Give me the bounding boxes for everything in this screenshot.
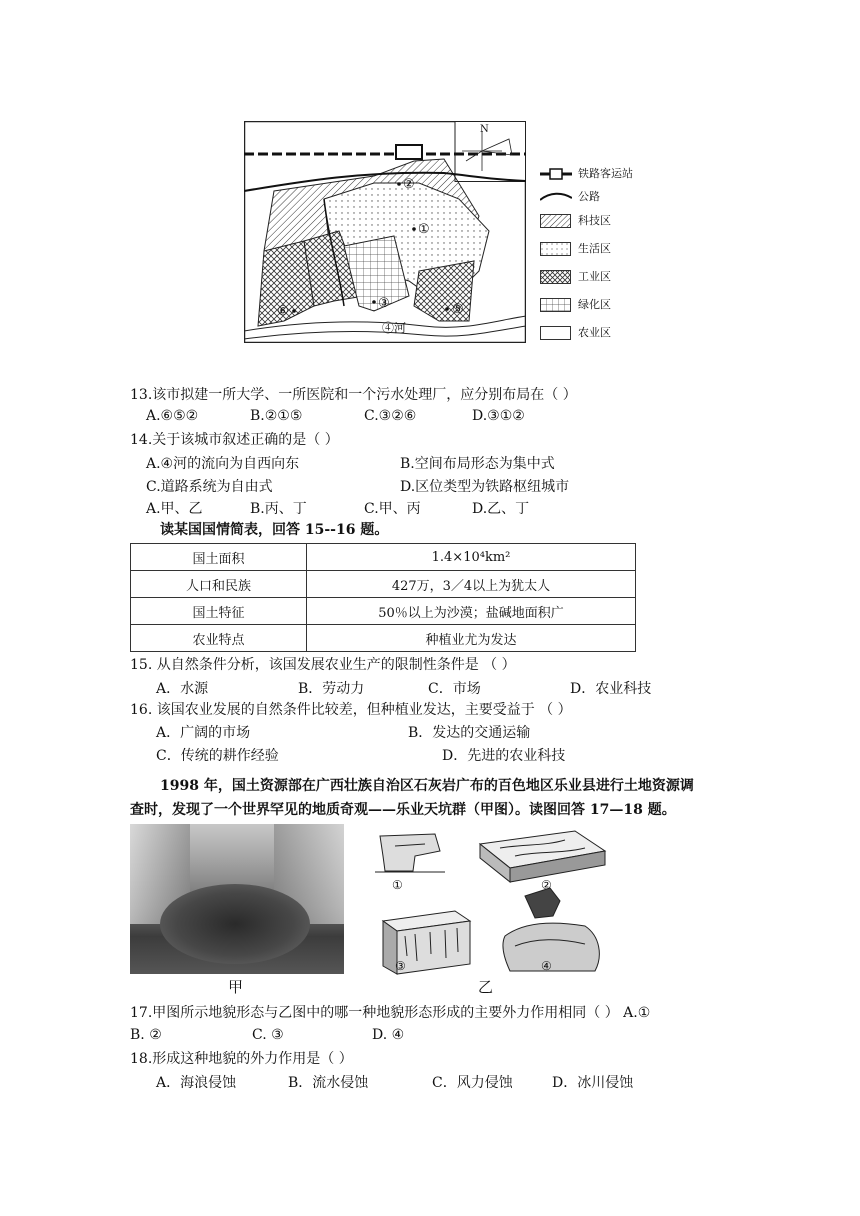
diagram-label-3: ③ xyxy=(395,959,406,973)
table-intro: 读某国国情简表，回答 15--16 题。 xyxy=(160,522,389,538)
legend-label: 公路 xyxy=(578,190,600,203)
map-marker-1: ① xyxy=(418,222,430,237)
q15-option-a: A．水源 xyxy=(156,681,209,697)
railway-station-symbol xyxy=(540,167,572,181)
table-value: 1.4×10⁴km² xyxy=(307,544,636,571)
tiankeng-photo xyxy=(130,824,344,974)
figure-label-yi: 乙 xyxy=(478,978,494,996)
table-row xyxy=(131,625,636,652)
country-info-table xyxy=(130,543,636,652)
table-value: 427万，3／4以上为犹太人 xyxy=(307,571,636,598)
figure-label-jia: 甲 xyxy=(228,978,244,996)
legend-label: 铁路客运站 xyxy=(578,167,633,180)
table-row xyxy=(131,598,636,625)
tech-zone-swatch xyxy=(540,214,571,228)
q14-statement-c: C.道路系统为自由式 xyxy=(146,479,273,495)
table-key: 农业特点 xyxy=(131,625,307,652)
q15-stem: 15. 从自然条件分析，该国发展农业生产的限制性条件是 （ ） xyxy=(130,657,516,673)
q16-stem: 16. 该国农业发展的自然条件比较差，但种植业发达，主要受益于 （ ） xyxy=(130,702,572,718)
map-marker-6: ⑥ xyxy=(277,304,289,319)
map-river-label: ④河 xyxy=(382,321,407,335)
diagram-label-1: ① xyxy=(392,878,403,892)
q13-option-a: A.⑥⑤② xyxy=(146,408,199,424)
map-marker-2: ② xyxy=(403,177,415,192)
legend-label: 绿化区 xyxy=(578,298,611,311)
q13-option-c: C.③②⑥ xyxy=(364,408,417,424)
table-key: 人口和民族 xyxy=(131,571,307,598)
q16-option-a: A．广阔的市场 xyxy=(156,725,251,741)
road-symbol xyxy=(540,190,572,204)
green-zone-swatch xyxy=(540,298,571,312)
q16-option-d: D．先进的农业科技 xyxy=(442,748,566,764)
q17-option-b: B. ② xyxy=(130,1027,162,1043)
legend-label: 科技区 xyxy=(578,214,611,227)
table-row xyxy=(131,544,636,571)
diagram-label-2: ② xyxy=(541,878,552,892)
q13-stem: 13.该市拟建一所大学、一所医院和一个污水处理厂，应分别布局在（ ） xyxy=(130,387,577,403)
q16-option-c: C．传统的耕作经验 xyxy=(156,748,279,764)
q18-option-d: D．冰川侵蚀 xyxy=(552,1075,634,1091)
q13-option-b: B.②①⑤ xyxy=(250,408,303,424)
q14-option-c: C.甲、丙 xyxy=(364,501,421,517)
map-marker-5: ⑤ xyxy=(452,302,464,317)
q18-stem: 18.形成这种地貌的外力作用是（ ） xyxy=(130,1051,353,1067)
landform-diagrams xyxy=(375,826,615,976)
table-key: 国土面积 xyxy=(131,544,307,571)
q18-option-a: A．海浪侵蚀 xyxy=(156,1075,237,1091)
q14-option-a: A.甲、乙 xyxy=(146,501,203,517)
industrial-zone-swatch xyxy=(540,270,571,284)
table-value: 种植业尤为发达 xyxy=(307,625,636,652)
q17-line-1: 17.甲图所示地貌形态与乙图中的哪一种地貌形态形成的主要外力作用相同（ ） A.① xyxy=(130,1005,651,1021)
legend-label: 生活区 xyxy=(578,242,611,255)
agricultural-zone-swatch xyxy=(540,326,571,340)
q16-option-b: B．发达的交通运输 xyxy=(408,725,531,741)
q18-option-b: B．流水侵蚀 xyxy=(288,1075,369,1091)
q15-option-b: B．劳动力 xyxy=(298,681,365,697)
q15-option-d: D．农业科技 xyxy=(570,681,652,697)
q17-option-c: C. ③ xyxy=(252,1027,284,1043)
table-key: 国土特征 xyxy=(131,598,307,625)
q17-option-d: D. ④ xyxy=(372,1027,405,1043)
q14-option-b: B.丙、丁 xyxy=(250,501,307,517)
passage-line-2: 查时，发现了一个世界罕见的地质奇观——乐业天坑群（甲图）。读图回答 17—18 题。 xyxy=(130,802,676,818)
q14-option-d: D.乙、丁 xyxy=(472,501,530,517)
table-value: 50％以上为沙漠；盐碱地面积广 xyxy=(307,598,636,625)
passage-line-1: 1998 年，国土资源部在广西壮族自治区石灰岩广布的百色地区乐业县进行土地资源调 xyxy=(160,778,694,794)
legend-label: 工业区 xyxy=(578,270,611,283)
q18-option-c: C．风力侵蚀 xyxy=(432,1075,513,1091)
diagram-label-4: ④ xyxy=(541,959,552,973)
table-row xyxy=(131,571,636,598)
legend-label: 农业区 xyxy=(578,326,611,339)
living-zone-swatch xyxy=(540,242,571,256)
q14-statement-d: D.区位类型为铁路枢纽城市 xyxy=(400,479,570,495)
q14-stem: 14.关于该城市叙述正确的是（ ） xyxy=(130,432,339,448)
q14-statement-b: B.空间布局形态为集中式 xyxy=(400,456,555,472)
q15-option-c: C．市场 xyxy=(428,681,481,697)
map-marker-3: ③ xyxy=(378,296,390,311)
map-north-label: N xyxy=(480,124,489,135)
q14-statement-a: A.④河的流向为自西向东 xyxy=(146,456,300,472)
q13-option-d: D.③①② xyxy=(472,408,525,424)
